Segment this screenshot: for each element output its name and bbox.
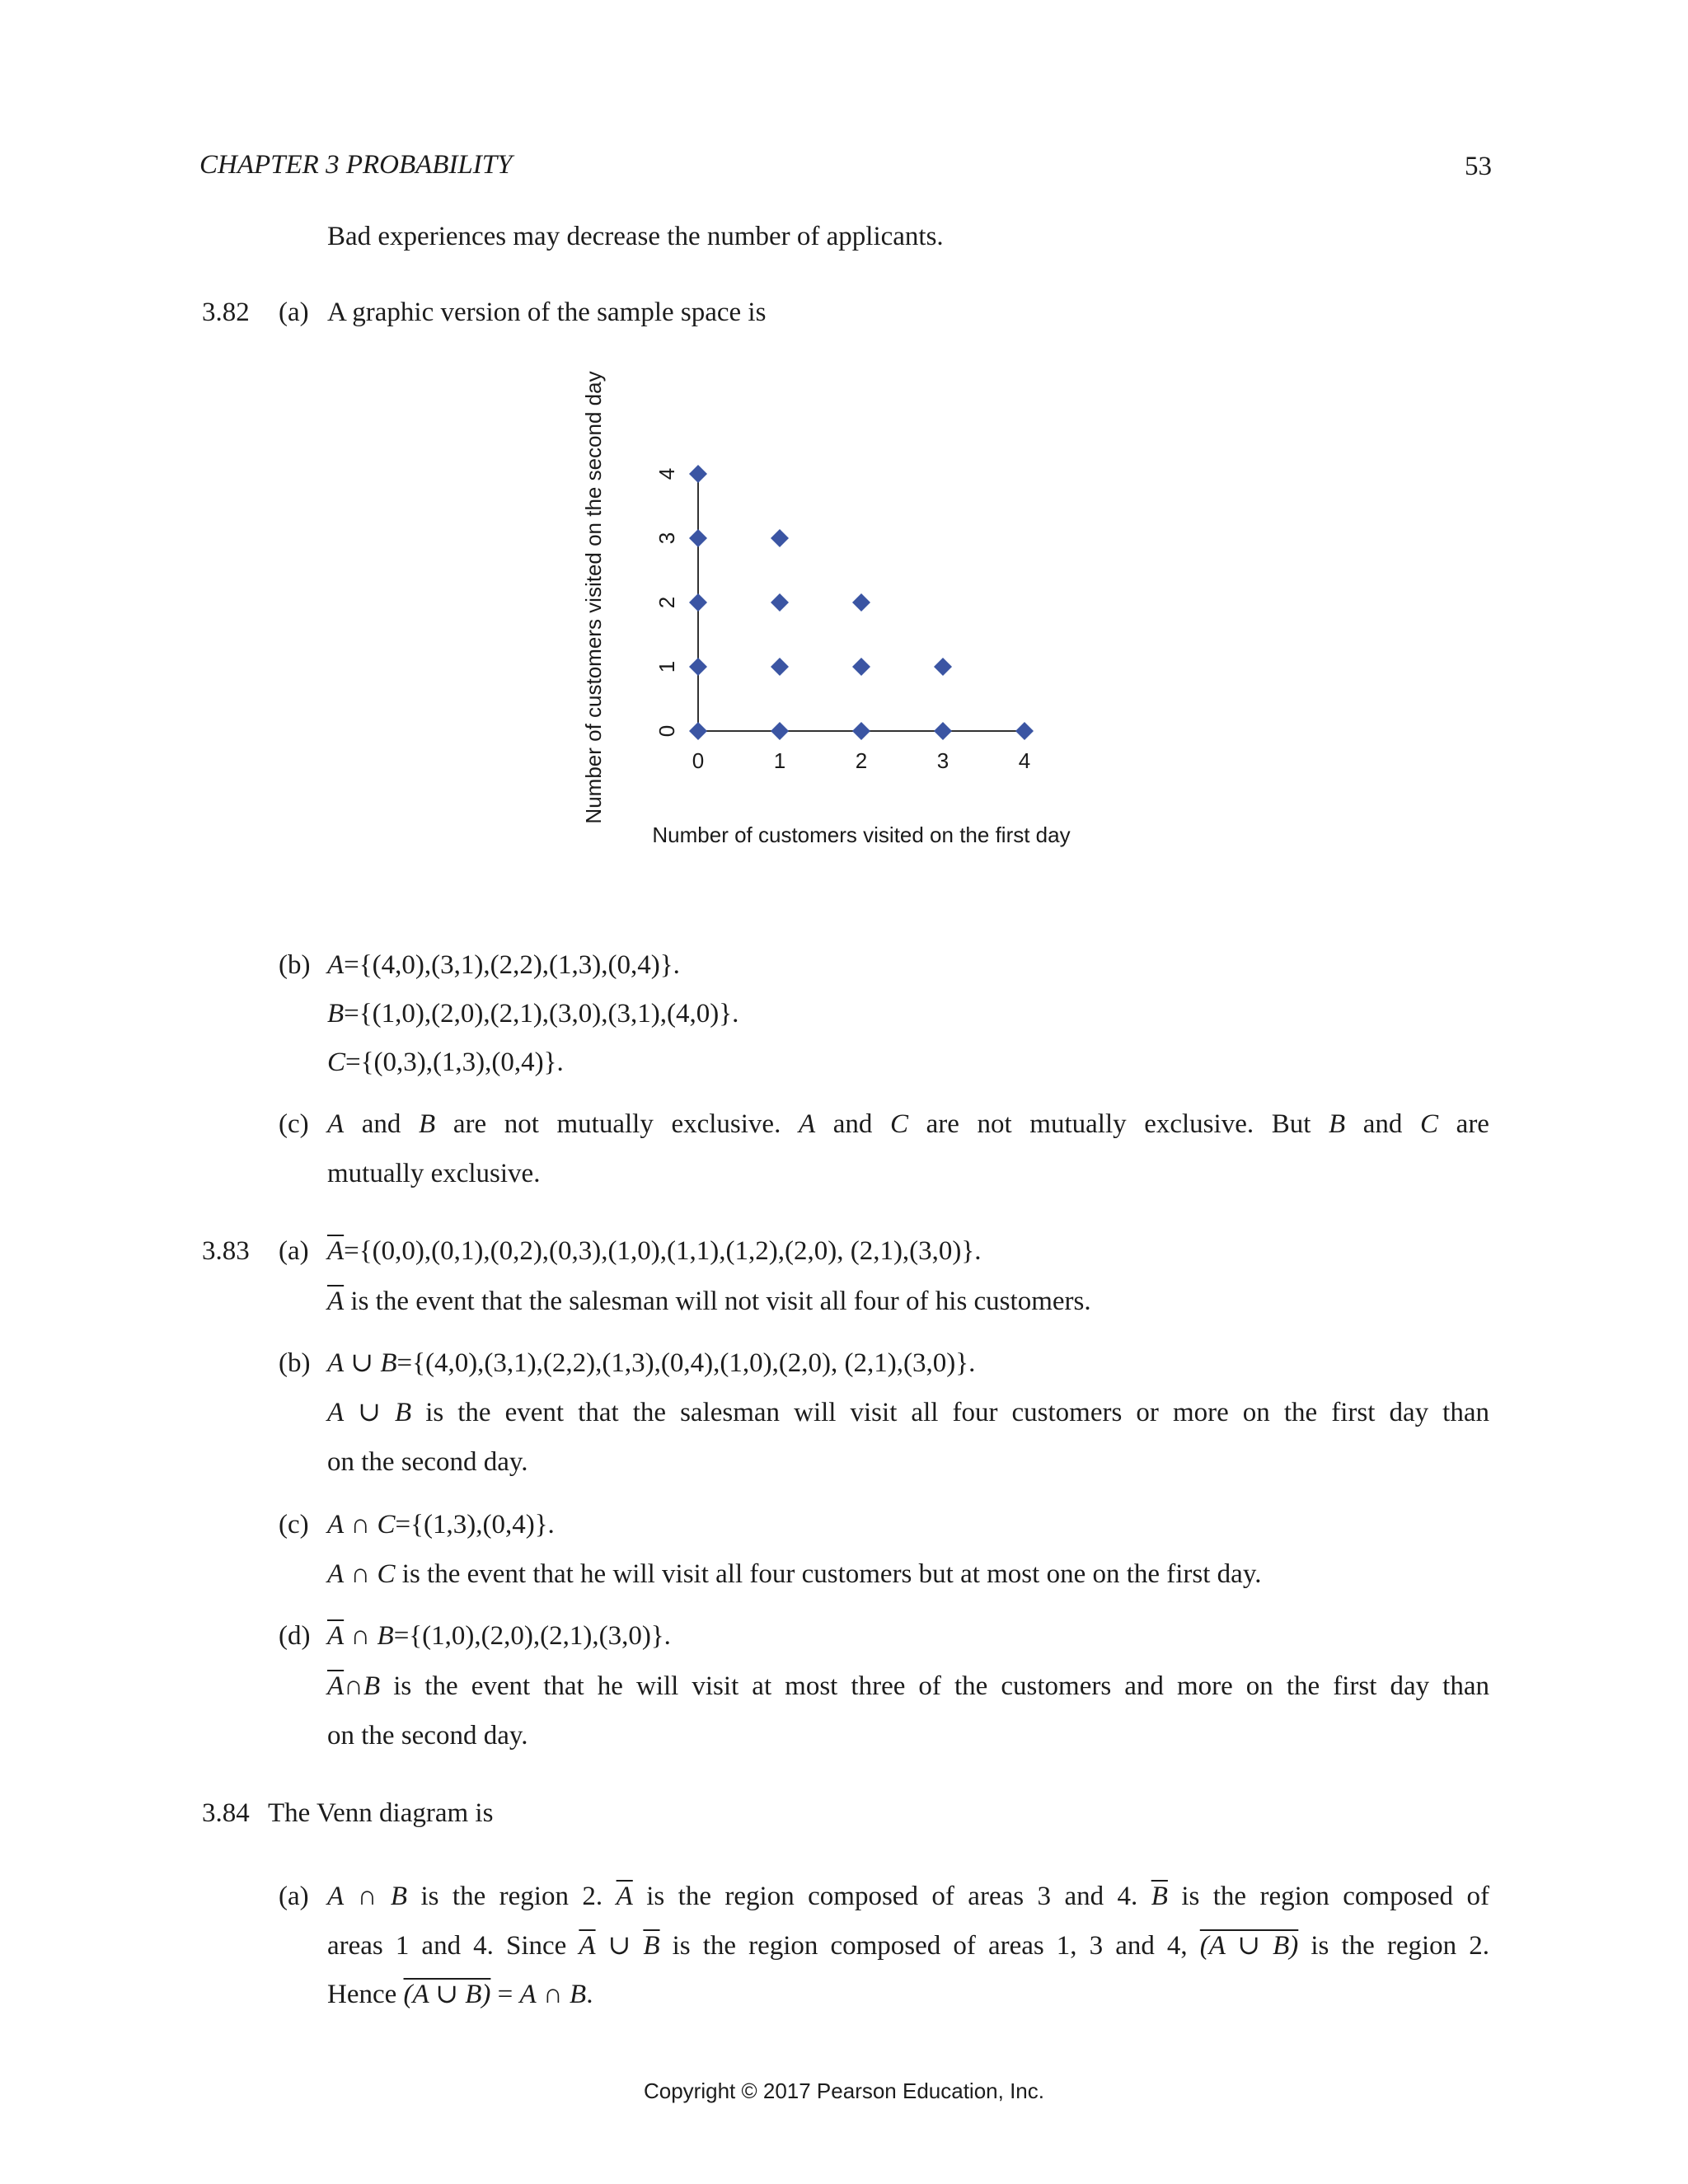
text-segment: and bbox=[344, 1109, 420, 1139]
complement-symbol: $\overline{A}$ bbox=[579, 1931, 596, 1961]
text-segment: . bbox=[586, 1980, 593, 2009]
text-segment: ={(0,0),(0,1),(0,2),(0,3),(1,0),(1,1),(1,2),(2,0), (2,1),(3,0)}. bbox=[344, 1236, 982, 1266]
rich-line bbox=[327, 1508, 555, 1541]
data-point bbox=[689, 658, 707, 676]
complement-symbol: $\overline{A}$ bbox=[327, 1286, 345, 1316]
text-segment: is the region composed of bbox=[1167, 1882, 1489, 1911]
rich-line bbox=[327, 1929, 1489, 1962]
data-point bbox=[852, 593, 870, 612]
set-members: ={(4,0),(3,1),(2,2),(1,3),(0,4)}. bbox=[344, 950, 680, 980]
math-var: A bbox=[327, 1109, 345, 1139]
set-members: ={(0,3),(1,3),(0,4)}. bbox=[345, 1047, 564, 1077]
rich-line bbox=[327, 1347, 975, 1380]
problem-number: 3.83 bbox=[202, 1236, 250, 1266]
rich-line bbox=[327, 1396, 1489, 1429]
text-segment: are bbox=[1438, 1109, 1489, 1139]
set-line-a bbox=[327, 949, 680, 982]
chapter-header: CHAPTER 3 PROBABILITY bbox=[199, 150, 513, 180]
complement-symbol: $\overline{A}$ bbox=[327, 1671, 345, 1701]
rich-line bbox=[327, 1235, 982, 1268]
part-label: (c) bbox=[279, 1510, 309, 1540]
problem-number: 3.84 bbox=[202, 1798, 250, 1828]
problem-number: 3.82 bbox=[202, 298, 250, 327]
paragraph-line: The Venn diagram is bbox=[268, 1798, 494, 1828]
part-label: (a) bbox=[279, 298, 309, 327]
set-members: ={(1,0),(2,0),(2,1),(3,0),(3,1),(4,0)}. bbox=[344, 999, 739, 1029]
data-point bbox=[771, 593, 789, 612]
sample-space-chart bbox=[569, 363, 1104, 857]
intro-line: Bad experiences may decrease the number of applicants. bbox=[327, 222, 944, 251]
complement-symbol: $\overline{B}$ bbox=[1151, 1882, 1168, 1911]
text-segment: and bbox=[1345, 1109, 1421, 1139]
set-var: B bbox=[327, 999, 345, 1029]
set-var: A bbox=[327, 950, 345, 980]
y-tick-label: 4 bbox=[654, 467, 679, 480]
math-var: C bbox=[1420, 1109, 1439, 1139]
paragraph-line: mutually exclusive. bbox=[327, 1159, 541, 1188]
rich-line bbox=[327, 1670, 1489, 1703]
text-segment: ={(1,3),(0,4)}. bbox=[395, 1510, 555, 1540]
rich-line bbox=[327, 1285, 1091, 1318]
data-point bbox=[771, 658, 789, 676]
math-var: A bbox=[327, 1510, 345, 1540]
rich-line bbox=[327, 1108, 1489, 1141]
rich-line bbox=[327, 1978, 593, 2011]
y-tick-label: 1 bbox=[654, 660, 679, 673]
math-var: B bbox=[570, 1980, 587, 2009]
y-axis-label: Number of customers visited on the second day bbox=[581, 371, 606, 824]
text-segment: ∪ bbox=[595, 1931, 644, 1961]
paragraph-line: on the second day. bbox=[327, 1721, 528, 1750]
math-var: B bbox=[377, 1621, 394, 1651]
math-var: A bbox=[798, 1109, 816, 1139]
data-point bbox=[771, 529, 789, 547]
part-label: (a) bbox=[279, 1236, 309, 1266]
math-var: C bbox=[889, 1109, 908, 1139]
math-var: A bbox=[327, 1882, 345, 1911]
text-segment: ∩ bbox=[344, 1621, 377, 1651]
text-segment: areas 1 and 4. Since bbox=[327, 1931, 579, 1961]
set-var: C bbox=[327, 1047, 346, 1077]
complement-symbol: $\overline{A}$ bbox=[327, 1621, 345, 1651]
text-segment: is the event that the salesman will visit all four customers or more on the first day than bbox=[411, 1398, 1489, 1427]
rich-line bbox=[327, 1558, 1261, 1591]
math-var: B bbox=[363, 1671, 381, 1701]
data-point bbox=[852, 658, 870, 676]
text-segment: are not mutually exclusive. But bbox=[908, 1109, 1329, 1139]
part-label: (d) bbox=[279, 1621, 311, 1651]
page-number: 53 bbox=[1465, 152, 1492, 181]
math-var: A bbox=[327, 1559, 345, 1589]
math-var: B bbox=[419, 1109, 436, 1139]
rich-line bbox=[327, 1880, 1489, 1913]
part-label: (c) bbox=[279, 1109, 309, 1139]
text-segment: are not mutually exclusive. bbox=[435, 1109, 799, 1139]
text-segment: Hence bbox=[327, 1980, 404, 2009]
data-point bbox=[934, 658, 952, 676]
data-point bbox=[771, 722, 789, 740]
text-segment: is the region 2. bbox=[407, 1882, 617, 1911]
text-segment: and bbox=[815, 1109, 890, 1139]
paragraph-line: on the second day. bbox=[327, 1447, 528, 1477]
x-tick-label: 4 bbox=[1018, 748, 1031, 773]
copyright-footer: Copyright © 2017 Pearson Education, Inc. bbox=[643, 2079, 1044, 2103]
data-point bbox=[689, 722, 707, 740]
complement-symbol: (A ∪ B) bbox=[403, 1980, 491, 2009]
part-label: (a) bbox=[279, 1882, 309, 1911]
x-tick-label: 1 bbox=[773, 748, 786, 773]
text-segment: = bbox=[490, 1980, 520, 2009]
text-segment: ∩ bbox=[344, 1882, 391, 1911]
text-segment: ∩ bbox=[344, 1559, 377, 1589]
math-var: A bbox=[327, 1398, 345, 1427]
math-var: B bbox=[390, 1882, 408, 1911]
text-segment: is the event that the salesman will not visit all four of his customers. bbox=[344, 1286, 1091, 1316]
y-tick-label: 2 bbox=[654, 596, 679, 609]
x-tick-label: 2 bbox=[855, 748, 868, 773]
data-point bbox=[934, 722, 952, 740]
text-segment: ∩ bbox=[536, 1980, 570, 2009]
data-point bbox=[689, 529, 707, 547]
text-segment: ={(4,0),(3,1),(2,2),(1,3),(0,4),(1,0),(2,0), (2,1),(3,0)}. bbox=[396, 1348, 976, 1378]
set-line-b bbox=[327, 997, 738, 1030]
text-segment: ∩ bbox=[344, 1671, 364, 1701]
set-line-c bbox=[327, 1046, 564, 1079]
math-var: A bbox=[327, 1348, 345, 1378]
text-segment: ={(1,0),(2,0),(2,1),(3,0)}. bbox=[393, 1621, 671, 1651]
part-label: (b) bbox=[279, 1348, 311, 1378]
text-segment: ∩ bbox=[344, 1510, 377, 1540]
text-segment: is the region 2. bbox=[1298, 1931, 1489, 1961]
part-text: A graphic version of the sample space is bbox=[327, 298, 767, 327]
complement-symbol: $\overline{B}$ bbox=[643, 1931, 660, 1961]
x-tick-label: 3 bbox=[936, 748, 950, 773]
data-point bbox=[1015, 722, 1034, 740]
text-segment: ∪ bbox=[344, 1398, 395, 1427]
math-var: A bbox=[519, 1980, 537, 2009]
x-axis-label: Number of customers visited on the first day bbox=[652, 823, 1071, 847]
data-point bbox=[689, 593, 707, 612]
complement-symbol: $\overline{A}$ bbox=[616, 1882, 633, 1911]
text-segment: is the region composed of areas 3 and 4. bbox=[632, 1882, 1151, 1911]
math-var: B bbox=[1329, 1109, 1346, 1139]
text-segment: is the event that he will visit at most three of the customers and more on the first day than bbox=[380, 1671, 1489, 1701]
y-tick-label: 3 bbox=[654, 532, 679, 545]
math-var: B bbox=[394, 1398, 412, 1427]
math-var: C bbox=[377, 1510, 396, 1540]
text-segment: ∪ bbox=[344, 1348, 381, 1378]
rich-line bbox=[327, 1619, 671, 1652]
part-label: (b) bbox=[279, 950, 311, 980]
math-var: C bbox=[377, 1559, 396, 1589]
complement-symbol: $\overline{A}$ bbox=[327, 1236, 345, 1266]
x-tick-label: 0 bbox=[692, 748, 705, 773]
complement-symbol: (A ∪ B) bbox=[1199, 1931, 1299, 1961]
text-segment: is the region composed of areas 1, 3 and 4, bbox=[659, 1931, 1200, 1961]
data-point bbox=[852, 722, 870, 740]
y-tick-label: 0 bbox=[654, 724, 679, 738]
math-var: B bbox=[380, 1348, 397, 1378]
data-point bbox=[689, 465, 707, 483]
text-segment: is the event that he will visit all four customers but at most one on the first day. bbox=[395, 1559, 1262, 1589]
